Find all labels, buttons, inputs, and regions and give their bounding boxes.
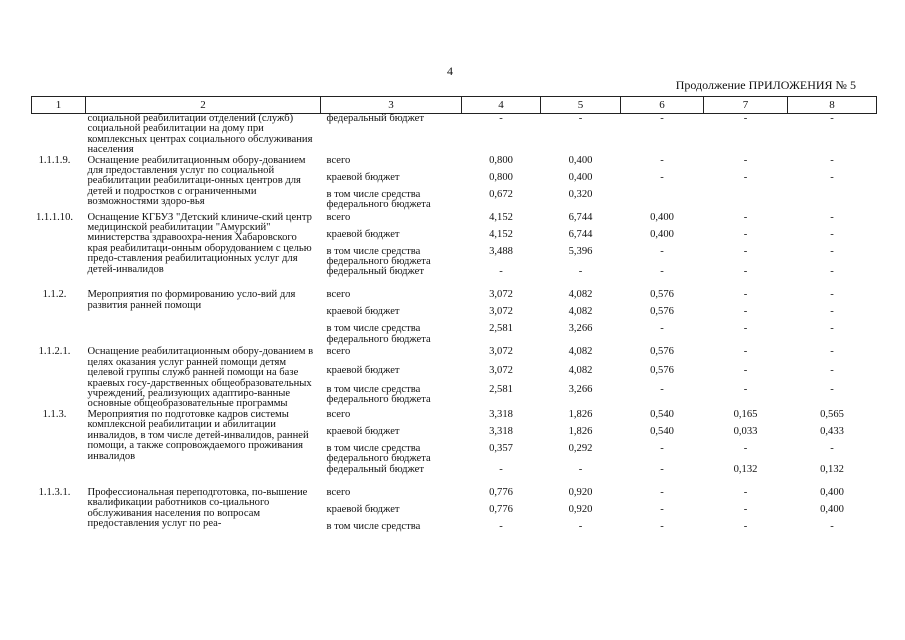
- funding-source: всего: [326, 211, 351, 223]
- amount-cell: 3,072: [489, 306, 513, 318]
- column-header: 3: [321, 97, 462, 114]
- amount-cell: 0,033: [733, 425, 758, 437]
- item-number: 1.1.2.: [42, 289, 67, 301]
- amount-cell: -: [743, 503, 748, 515]
- item-number: [32, 114, 86, 156]
- amount-cell: -: [830, 245, 834, 257]
- funding-source: федеральный бюджет: [326, 266, 425, 278]
- amount-cell: -: [743, 306, 748, 318]
- amount-cell: 0,132: [820, 463, 844, 475]
- amount-cell: -: [743, 365, 748, 377]
- amount-cell: 0,400: [650, 228, 674, 240]
- amount-cell: 3,318: [489, 408, 513, 420]
- funding-source: всего: [326, 289, 351, 301]
- amount-cell: 3,072: [489, 346, 513, 358]
- amount-cell: -: [743, 245, 748, 257]
- column-header: 1: [32, 97, 86, 114]
- amount-cell: -: [743, 323, 748, 335]
- amount-cell: 4,082: [568, 289, 593, 301]
- table-row: [32, 156, 877, 173]
- table-row: [32, 488, 877, 505]
- amount-cell: 0,920: [568, 503, 593, 515]
- amount-cell: 0,320: [568, 188, 593, 200]
- amount-cell: [621, 190, 704, 213]
- amount-cell: -: [578, 463, 583, 475]
- funding-source: всего: [326, 486, 351, 498]
- amount-cell: -: [660, 463, 664, 475]
- amount-cell: 3,072: [489, 289, 513, 301]
- item-number: 1.1.1.9.: [38, 154, 71, 166]
- amount-cell: -: [660, 520, 664, 532]
- amount-cell: 0,400: [568, 154, 593, 166]
- amount-cell: 0,776: [489, 503, 513, 515]
- amount-cell: -: [660, 442, 664, 454]
- funding-source: краевой бюджет: [326, 425, 400, 437]
- amount-cell: -: [830, 520, 834, 532]
- amount-cell: -: [830, 228, 834, 240]
- amount-cell: -: [743, 266, 748, 278]
- funding-source: всего: [326, 346, 351, 358]
- funding-source: всего: [326, 408, 351, 420]
- amount-cell: 0,920: [568, 486, 593, 498]
- amount-cell: -: [830, 154, 834, 166]
- amount-cell: 0,540: [650, 408, 674, 420]
- amount-cell: 1,826: [568, 425, 593, 437]
- funding-source: краевой бюджет: [326, 306, 400, 318]
- amount-cell: -: [743, 289, 748, 301]
- amount-cell: -: [499, 113, 503, 124]
- amount-cell: 1,826: [568, 408, 593, 420]
- amount-cell: 3,072: [489, 365, 513, 377]
- column-header: 7: [704, 97, 788, 114]
- amount-cell: -: [743, 346, 748, 358]
- amount-cell: 6,744: [568, 228, 593, 240]
- amount-cell: 0,165: [733, 408, 758, 420]
- amount-cell: 0,672: [489, 188, 513, 200]
- amount-cell: 3,266: [568, 383, 593, 395]
- funding-source: федеральный бюджет: [326, 463, 425, 475]
- amount-cell: -: [660, 245, 664, 257]
- item-description: социальной реабилитации отделений (служб) социальной реабилитации на дому при комплексных центрах социального обслуживания населения: [87, 113, 313, 156]
- amount-cell: -: [743, 383, 748, 395]
- table-row: [32, 114, 877, 156]
- amount-cell: -: [578, 113, 583, 124]
- funding-source: краевой бюджет: [326, 365, 400, 377]
- amount-cell: -: [743, 486, 748, 498]
- amount-cell: -: [743, 154, 748, 166]
- table-row: [32, 347, 877, 366]
- item-description: Оснащение реабилитационным обору-дованием для предоставления услуг по социальной реабилитации реабилитаци-онных центров для детей и подростков с ограниченными возможностями здоро-вья: [87, 154, 306, 208]
- amount-cell: 2,581: [489, 383, 513, 395]
- funding-source: в том числе средства федерального бюджета: [326, 245, 431, 268]
- item-number: 1.1.3.1.: [38, 486, 71, 498]
- amount-cell: 3,318: [489, 425, 513, 437]
- funding-source: в том числе средства федерального бюджета: [326, 188, 431, 211]
- item-description: Мероприятия по формированию усло-вий для развития ранней помощи: [87, 289, 296, 311]
- funding-source: в том числе средства федерального бюджета: [326, 383, 431, 406]
- amount-cell: -: [499, 266, 503, 278]
- item-description: Оснащение реабилитационным обору-дованием в целях оказания услуг ранней помощи детям целевой группы служб ранней помощи на базе краевых госу-дарственных общеобразовательных учреждений, реализующих адаптиро-ванные основные общеобразовательные программы: [87, 346, 314, 410]
- amount-cell: -: [830, 289, 834, 301]
- funding-source: в том числе средства федерального бюджета: [326, 323, 431, 345]
- item-number: 1.1.3.: [42, 408, 67, 420]
- amount-cell: 4,082: [568, 306, 593, 318]
- amount-cell: [704, 190, 788, 213]
- amount-cell: -: [743, 228, 748, 240]
- amount-cell: -: [660, 171, 664, 183]
- item-number: 1.1.2.1.: [38, 346, 71, 358]
- item-description: Мероприятия по подготовке кадров системы комплексной реабилитации и абилитации инвалидов, в том числе детей-инвалидов, ранней помощи, а также сопровождаемого проживания инвалидов: [87, 408, 309, 462]
- amount-cell: 0,576: [650, 289, 674, 301]
- item-number: 1.1.1.10.: [35, 211, 74, 223]
- column-header: 2: [86, 97, 321, 114]
- amount-cell: -: [660, 323, 664, 335]
- amount-cell: 3,488: [489, 245, 513, 257]
- funding-source: всего: [326, 154, 351, 166]
- item-description: Оснащение КГБУЗ "Детский клиниче-ский центр медицинской реабилитации "Амурский" министерства здравоохра-нения Хабаровского края реабилитаци-онным оборудованием с целью предо-ставления реабилитационных услуг для детей-инвалидов: [87, 211, 312, 275]
- amount-cell: -: [578, 520, 583, 532]
- amount-cell: -: [830, 211, 834, 223]
- amount-cell: -: [660, 383, 664, 395]
- amount-cell: 4,082: [568, 365, 593, 377]
- amount-cell: -: [743, 113, 748, 124]
- amount-cell: 2,581: [489, 323, 513, 335]
- continuation-heading: Продолжение ПРИЛОЖЕНИЯ № 5: [675, 78, 856, 92]
- funding-source: краевой бюджет: [326, 503, 400, 515]
- amount-cell: 0,400: [820, 486, 844, 498]
- table-row: [32, 213, 877, 230]
- amount-cell: -: [743, 211, 748, 223]
- column-header: 4: [462, 97, 541, 114]
- amount-cell: 0,576: [650, 306, 674, 318]
- amount-cell: 3,266: [568, 323, 593, 335]
- appendix-table: [31, 96, 877, 545]
- funding-source: краевой бюджет: [326, 171, 400, 183]
- amount-cell: 0,357: [489, 442, 513, 454]
- column-header: 8: [788, 97, 877, 114]
- amount-cell: -: [743, 171, 748, 183]
- funding-source: краевой бюджет: [326, 228, 400, 240]
- amount-cell: 4,152: [489, 211, 513, 223]
- amount-cell: 0,576: [650, 365, 674, 377]
- amount-cell: [788, 190, 877, 213]
- amount-cell: 0,800: [489, 154, 513, 166]
- amount-cell: -: [830, 113, 834, 124]
- amount-cell: -: [660, 503, 664, 515]
- amount-cell: 0,400: [820, 503, 844, 515]
- amount-cell: -: [830, 442, 834, 454]
- amount-cell: -: [830, 346, 834, 358]
- amount-cell: 6,744: [568, 211, 593, 223]
- amount-cell: -: [499, 520, 503, 532]
- amount-cell: -: [830, 266, 834, 278]
- item-description: Профессиональная переподготовка, по-вышение квалификации работников со-циального обслуживания населения по вопросам предоставления услуг по реа-: [87, 486, 308, 529]
- amount-cell: -: [830, 306, 834, 318]
- amount-cell: 4,152: [489, 228, 513, 240]
- amount-cell: 0,433: [820, 425, 844, 437]
- amount-cell: 4,082: [568, 346, 593, 358]
- amount-cell: 0,776: [489, 486, 513, 498]
- amount-cell: 0,800: [489, 171, 513, 183]
- amount-cell: -: [743, 442, 748, 454]
- amount-cell: 5,396: [568, 245, 593, 257]
- amount-cell: 0,132: [733, 463, 758, 475]
- funding-source: в том числе средства: [326, 520, 421, 532]
- funding-source: в том числе средства федерального бюджета: [326, 442, 431, 465]
- table-row: [32, 290, 877, 307]
- amount-cell: 0,576: [650, 346, 674, 358]
- table-body: [32, 114, 877, 545]
- column-header: 5: [541, 97, 621, 114]
- amount-cell: 0,400: [568, 171, 593, 183]
- amount-cell: -: [830, 383, 834, 395]
- amount-cell: -: [578, 266, 583, 278]
- page-number: 4: [447, 64, 453, 78]
- amount-cell: 0,565: [820, 408, 844, 420]
- amount-cell: -: [660, 154, 664, 166]
- amount-cell: -: [830, 365, 834, 377]
- amount-cell: -: [830, 171, 834, 183]
- amount-cell: -: [743, 520, 748, 532]
- amount-cell: -: [830, 323, 834, 335]
- table-row: [32, 410, 877, 427]
- amount-cell: 0,400: [650, 211, 674, 223]
- amount-cell: -: [499, 463, 503, 475]
- amount-cell: -: [660, 486, 664, 498]
- amount-cell: -: [660, 113, 664, 124]
- funding-source: федеральный бюджет: [326, 113, 425, 124]
- amount-cell: 0,292: [568, 442, 593, 454]
- column-header: 6: [621, 97, 704, 114]
- amount-cell: -: [660, 266, 664, 278]
- amount-cell: 0,540: [650, 425, 674, 437]
- header-row: [32, 97, 877, 114]
